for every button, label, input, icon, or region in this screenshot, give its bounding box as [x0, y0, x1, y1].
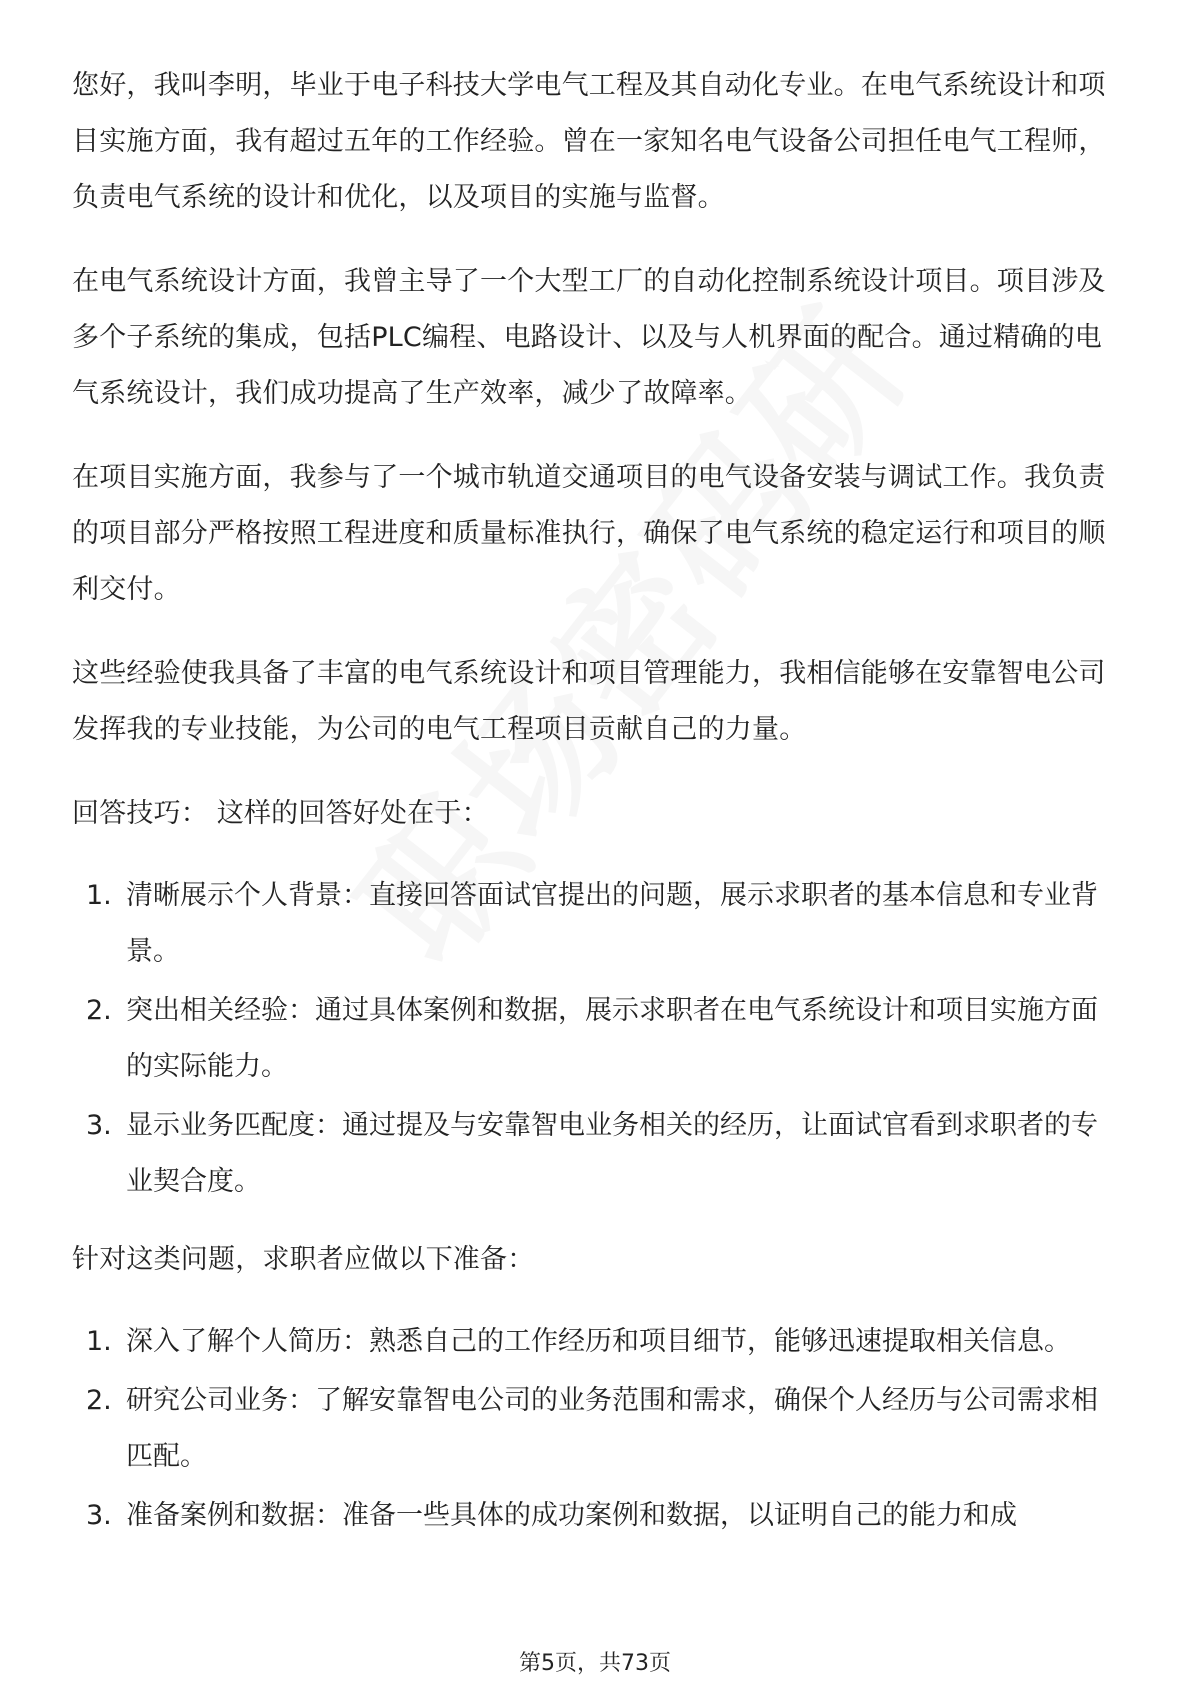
list-item-text: 显示业务匹配度：通过提及与安靠智电业务相关的经历，让面试官看到求职者的专业契合度。	[126, 1110, 1098, 1197]
tips-list	[72, 868, 1117, 1210]
list-number: 2.	[86, 995, 112, 1026]
summary-paragraph: 这些经验使我具备了丰富的电气系统设计和项目管理能力，我相信能够在安靠智电公司发挥我的专业技能，为公司的电气工程项目贡献自己的力量。	[72, 658, 1106, 745]
list-item	[72, 1373, 1117, 1485]
page-footer: 第5页，共73页	[519, 1651, 671, 1676]
implementation-paragraph: 在项目实施方面，我参与了一个城市轨道交通项目的电气设备安装与调试工作。我负责的项目部分严格按照工程进度和质量标准执行，确保了电气系统的稳定运行和项目的顺利交付。	[72, 462, 1106, 605]
list-item-text: 准备案例和数据：准备一些具体的成功案例和数据，以证明自己的能力和成	[126, 1500, 1017, 1531]
list-item	[72, 983, 1117, 1095]
tips-label: 回答技巧： 这样的回答好处在于：	[72, 798, 489, 829]
list-item-text: 突出相关经验：通过具体案例和数据，展示求职者在电气系统设计和项目实施方面的实际能力。	[126, 995, 1098, 1082]
intro-paragraph: 您好，我叫李明，毕业于电子科技大学电气工程及其自动化专业。在电气系统设计和项目实施方面，我有超过五年的工作经验。曾在一家知名电气设备公司担任电气工程师，负责电气系统的设计和优化，以及项目的实施与监督。	[72, 70, 1106, 213]
document-body	[72, 58, 1117, 1566]
list-number: 1.	[86, 1326, 112, 1357]
prep-list	[72, 1314, 1117, 1544]
prep-label: 针对这类问题，求职者应做以下准备：	[72, 1244, 535, 1275]
list-number: 3.	[86, 1110, 112, 1141]
list-number: 3.	[86, 1500, 112, 1531]
list-item	[72, 1098, 1117, 1210]
list-item	[72, 868, 1117, 980]
list-number: 2.	[86, 1385, 112, 1416]
list-item	[72, 1314, 1117, 1370]
design-paragraph: 在电气系统设计方面，我曾主导了一个大型工厂的自动化控制系统设计项目。项目涉及多个子系统的集成，包括PLC编程、电路设计、以及与人机界面的配合。通过精确的电气系统设计，我们成功提高了生产效率，减少了故障率。	[72, 266, 1106, 409]
list-item-text: 清晰展示个人背景：直接回答面试官提出的问题，展示求职者的基本信息和专业背景。	[126, 880, 1098, 967]
list-number: 1.	[86, 880, 112, 911]
list-item	[72, 1488, 1117, 1544]
list-item-text: 研究公司业务：了解安靠智电公司的业务范围和需求，确保个人经历与公司需求相匹配。	[126, 1385, 1098, 1472]
list-item-text: 深入了解个人简历：熟悉自己的工作经历和项目细节，能够迅速提取相关信息。	[126, 1326, 1071, 1357]
